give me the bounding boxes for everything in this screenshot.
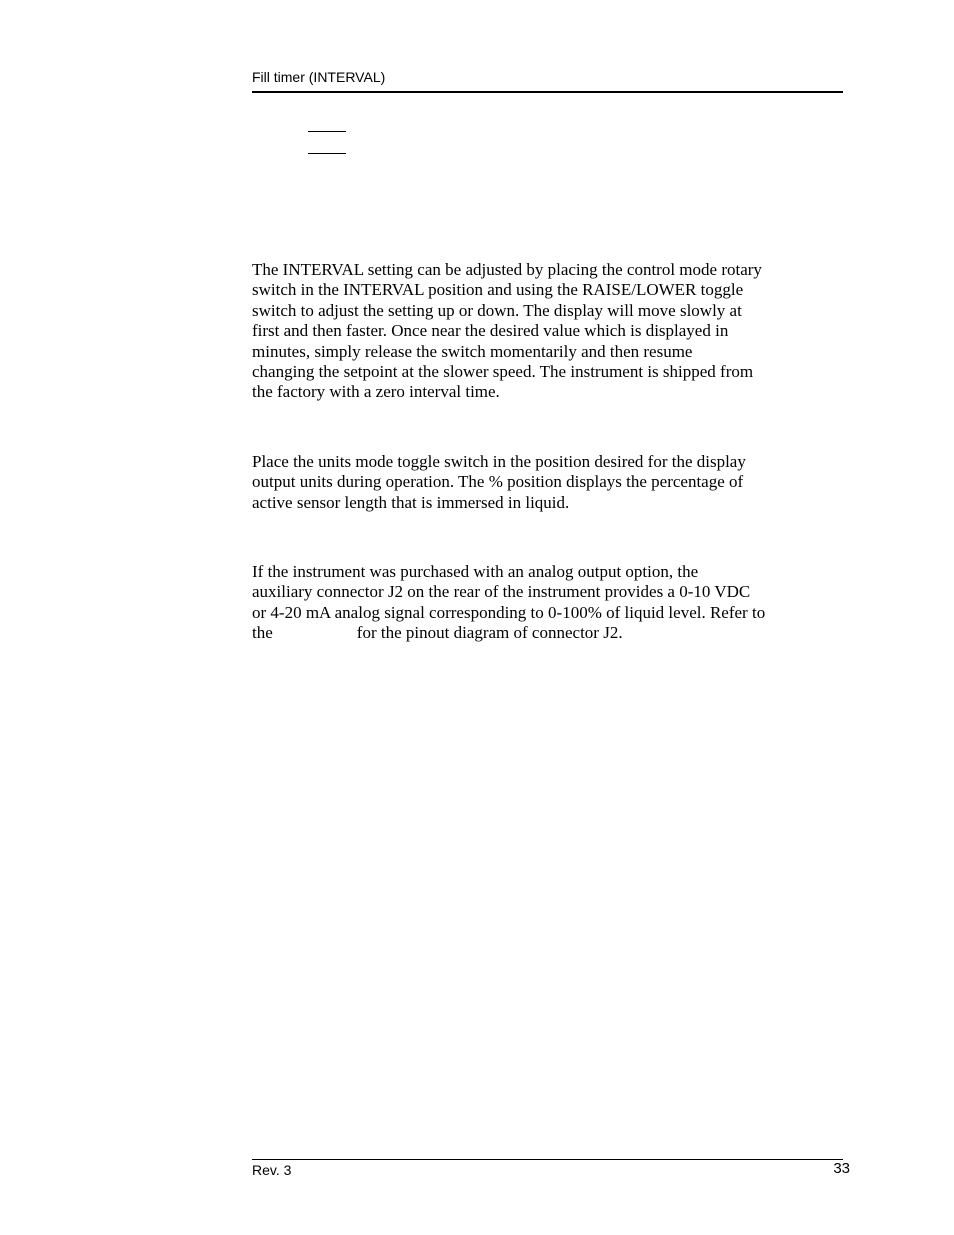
paragraph-line: The INTERVAL setting can be adjusted by placing the control mode rotary: [252, 260, 762, 279]
paragraph-line: switch to adjust the setting up or down. The display will move slowly at: [252, 300, 742, 320]
paragraph-line: or 4-20 mA analog signal corresponding to 0-100% of liquid level. Refer to: [252, 602, 766, 622]
header-rule: [252, 91, 843, 93]
last-line-end: for the pinout diagram of connector J2.: [356, 623, 623, 643]
last-line-start: the: [252, 623, 273, 643]
paragraph-line: If the instrument was purchased with an analog output option, the: [252, 562, 699, 581]
running-header: Fill timer (INTERVAL): [252, 69, 386, 85]
paragraph-line: the factory with a zero interval time.: [252, 382, 500, 402]
paragraph-line: minutes, simply release the switch momentarily and then resume: [252, 341, 693, 361]
paragraph-line: active sensor length that is immersed in liquid.: [252, 492, 570, 512]
analog-paragraph: [252, 562, 852, 644]
paragraph-line: auxiliary connector J2 on the rear of the instrument provides a 0-10 VDC: [252, 582, 751, 602]
paragraph-line: output units during operation. The % position displays the percentage of: [252, 472, 744, 492]
interval-paragraph: [252, 260, 852, 403]
page-number: 33: [833, 1160, 850, 1177]
paragraph-line: switch in the INTERVAL position and using the RAISE/LOWER toggle: [252, 280, 744, 300]
paragraph-line: Place the units mode toggle switch in the position desired for the display: [252, 452, 746, 471]
short-rule-top: [308, 131, 346, 132]
footer-rule: [252, 1159, 843, 1160]
paragraph-line: changing the setpoint at the slower speed. The instrument is shipped from: [252, 362, 754, 382]
revision-label: Rev. 3: [252, 1162, 292, 1178]
paragraph-line: first and then faster. Once near the desired value which is displayed in: [252, 321, 729, 341]
units-paragraph: [252, 452, 852, 513]
short-rule-bottom: [308, 153, 346, 154]
paragraph-last-line: [252, 623, 852, 643]
